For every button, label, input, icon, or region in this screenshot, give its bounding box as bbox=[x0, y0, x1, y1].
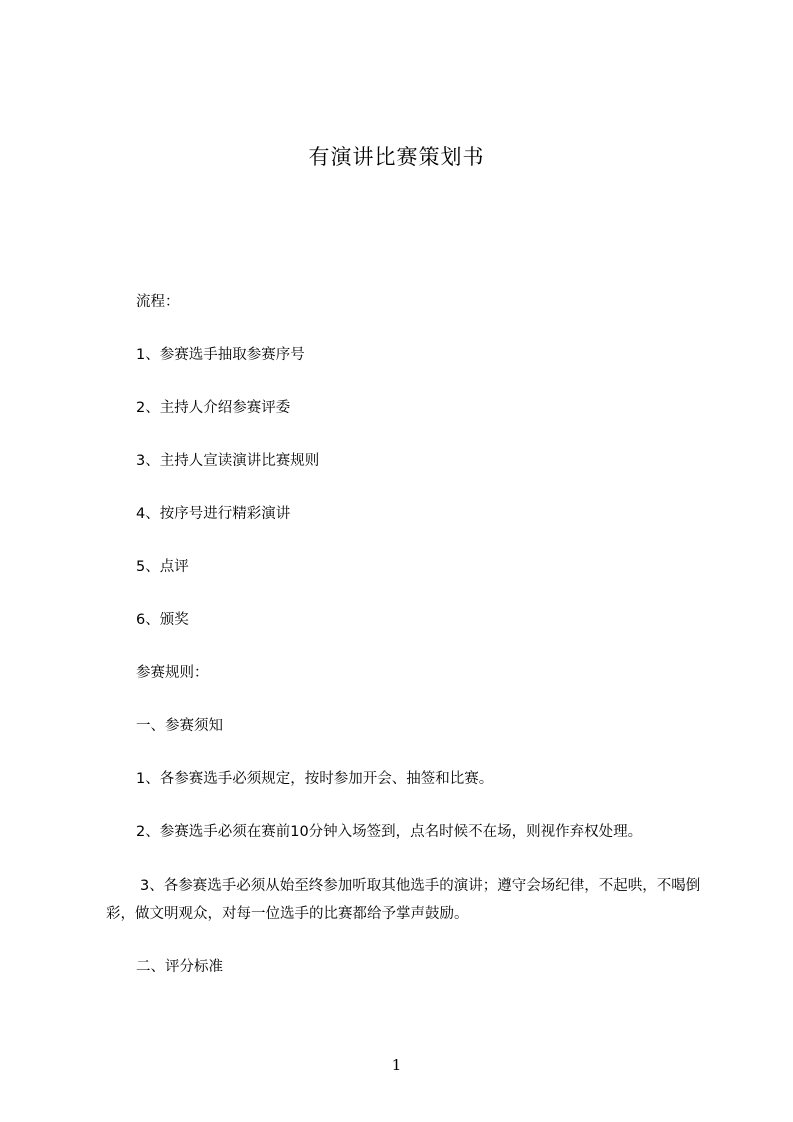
paragraph-step-5: 5、点评 bbox=[136, 559, 189, 575]
paragraph-step-6: 6、颁奖 bbox=[136, 612, 189, 628]
paragraph-section-1-heading: 一、参赛须知 bbox=[136, 718, 223, 734]
paragraph-rule-3 bbox=[106, 872, 706, 928]
paragraph-step-4: 4、按序号进行精彩演讲 bbox=[136, 506, 291, 522]
paragraph-step-2: 2、主持人介绍参赛评委 bbox=[136, 400, 291, 416]
paragraph-section-2-heading: 二、评分标准 bbox=[136, 959, 223, 975]
paragraph-process-heading: 流程： bbox=[136, 294, 180, 310]
paragraph-rule-3-text: 3、各参赛选手必须从始至终参加听取其他选手的演讲；遵守会场纪律，不起哄，不喝倒彩，做文明观众，对每一位选手的比赛都给予掌声鼓励。 bbox=[106, 878, 701, 922]
page-number: 1 bbox=[391, 1056, 402, 1074]
paragraph-rule-2: 2、参赛选手必须在赛前10分钟入场签到，点名时候不在场，则视作弃权处理。 bbox=[136, 824, 643, 840]
paragraph-step-1: 1、参赛选手抽取参赛序号 bbox=[136, 347, 305, 363]
paragraph-rules-heading: 参赛规则： bbox=[136, 665, 209, 681]
paragraph-step-3: 3、主持人宣读演讲比赛规则 bbox=[136, 453, 320, 469]
paragraph-rule-1: 1、各参赛选手必须规定，按时参加开会、抽签和比赛。 bbox=[136, 771, 494, 787]
document-title: 有演讲比赛策划书 bbox=[308, 145, 485, 169]
